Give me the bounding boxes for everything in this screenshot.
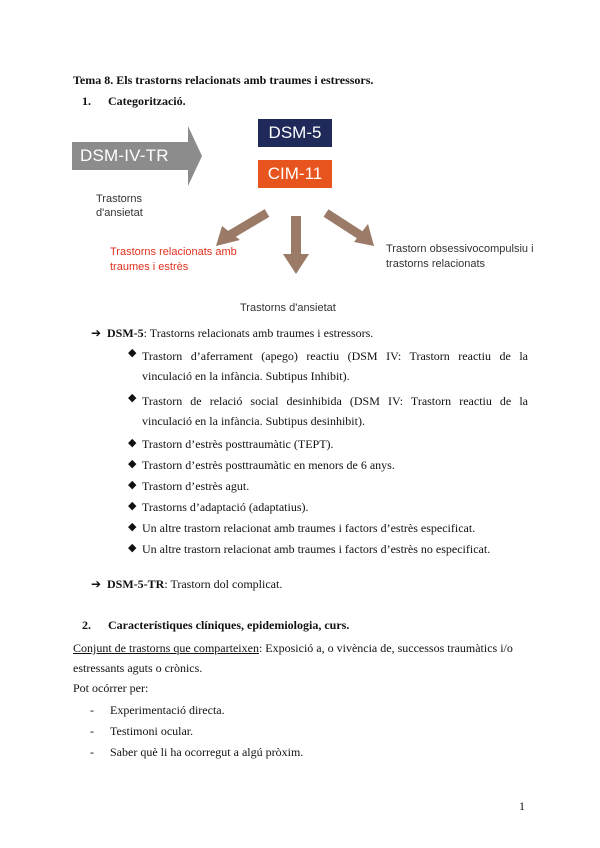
list-item-text: Trastorns d’adaptació (adaptatius).	[142, 500, 309, 514]
ocd-label-line2: trastorns relacionats	[386, 258, 486, 270]
dsm5tr-bold-label: DSM-5-TR	[107, 577, 165, 591]
list-item	[128, 457, 528, 473]
ocd-disorders-label	[386, 242, 534, 272]
dsm-iv-tr-label: DSM-IV-TR	[80, 146, 169, 165]
document-title: Tema 8. Els trastorns relacionats amb traumes i estressors.	[73, 73, 374, 87]
list-item-text: Trastorn d’estrès agut.	[142, 479, 250, 493]
list-item	[128, 391, 528, 431]
list-item	[90, 742, 303, 763]
trauma-disorders-label	[110, 245, 237, 275]
left-caption	[96, 192, 143, 220]
list-item	[128, 541, 528, 557]
left-arrow-shape	[216, 213, 267, 246]
list-item-text: Testimoni ocular.	[110, 724, 194, 738]
ocd-label-line1: Trastorn obsessivocompulsiu i	[386, 243, 534, 255]
diamond-bullet-icon: ◆	[128, 392, 137, 404]
list-item-text: Un altre trastorn relacionat amb traumes i factors d’estrès no especificat.	[142, 542, 491, 556]
list-item-text: Experimentació directa.	[110, 703, 225, 717]
paragraph-line2: estressants aguts o crònics.	[73, 661, 203, 675]
list-item	[128, 346, 528, 386]
diamond-bullet-icon: ◆	[128, 479, 137, 491]
paragraph-line1	[73, 638, 529, 658]
right-arrow-shape	[326, 213, 374, 246]
section-2-paragraph	[73, 638, 529, 698]
down-arrow-shape	[283, 216, 309, 274]
list-item-text: Saber què li ha ocorregut a algú pròxim.	[110, 745, 304, 759]
list-item-text: Trastorn d’estrès posttraumàtic en menors de 6 anys.	[142, 458, 395, 472]
dash-bullet: -	[90, 745, 94, 759]
anxiety-disorders-label: Trastorns d'ansietat	[240, 302, 336, 314]
diamond-bullet-icon: ◆	[128, 521, 137, 533]
arrow-right-icon: ➔	[91, 577, 102, 591]
list-item	[128, 478, 528, 494]
list-item-text: Trastorn d’estrès posttraumàtic (TEPT).	[142, 437, 334, 451]
section-2-title: Característiques clíniques, epidemiologia, curs.	[108, 618, 350, 632]
list-item	[90, 700, 303, 721]
underlined-phrase: Conjunt de trastorns que comparteixen	[73, 641, 259, 655]
list-item	[90, 721, 303, 742]
page-number: 1	[519, 799, 525, 813]
dsm5tr-description: : Trastorn dol complicat.	[164, 577, 283, 591]
dash-bullet: -	[90, 703, 94, 717]
diamond-bullet-icon: ◆	[128, 347, 137, 359]
cim11-label: CIM-11	[267, 164, 323, 183]
dsm5-disorder-list	[128, 346, 528, 562]
paragraph-line1-rest: : Exposició a, o vivència de, successos traumàtics i/o	[258, 641, 513, 655]
section-1-number: 1.	[82, 94, 91, 108]
section-2-number: 2.	[82, 618, 91, 632]
list-item	[128, 436, 528, 452]
list-item-text: Trastorn de relació social desinhibida (DSM IV: Trastorn reactiu de la vinculació en la infància. Subtipus desinhibit).	[142, 394, 528, 428]
occurrence-list	[90, 700, 303, 763]
left-caption-line2: d'ansietat	[96, 207, 143, 219]
can-occur-label: Pot ocórrer per:	[73, 681, 149, 695]
dash-bullet: -	[90, 724, 94, 738]
list-item-text: Trastorn d’aferrament (apego) reactiu (DSM IV: Trastorn reactiu de la vinculació en la infància. Subtipus Inhibit).	[142, 349, 528, 383]
list-item-text: Un altre trastorn relacionat amb traumes i factors d’estrès especificat.	[142, 521, 476, 535]
trauma-label-line2: traumes i estrès	[110, 261, 189, 273]
dsm5-bold-label: DSM-5	[107, 326, 144, 340]
diamond-bullet-icon: ◆	[128, 458, 137, 470]
section-1-title: Categorització.	[108, 94, 186, 108]
dsm5tr-heading-line	[91, 576, 282, 592]
left-caption-line1: Trastorns	[96, 193, 143, 205]
list-item	[128, 499, 528, 515]
diamond-bullet-icon: ◆	[128, 500, 137, 512]
dsm5-description: : Trastorns relacionats amb traumes i estressors.	[143, 326, 374, 340]
diamond-bullet-icon: ◆	[128, 542, 137, 554]
list-item	[128, 520, 528, 536]
trauma-label-line1: Trastorns relacionats amb	[110, 246, 237, 258]
diamond-bullet-icon: ◆	[128, 437, 137, 449]
dsm5-label: DSM-5	[268, 123, 322, 142]
categorization-diagram	[70, 112, 540, 317]
dsm5-heading-line	[91, 325, 373, 341]
arrow-right-icon: ➔	[91, 326, 102, 340]
